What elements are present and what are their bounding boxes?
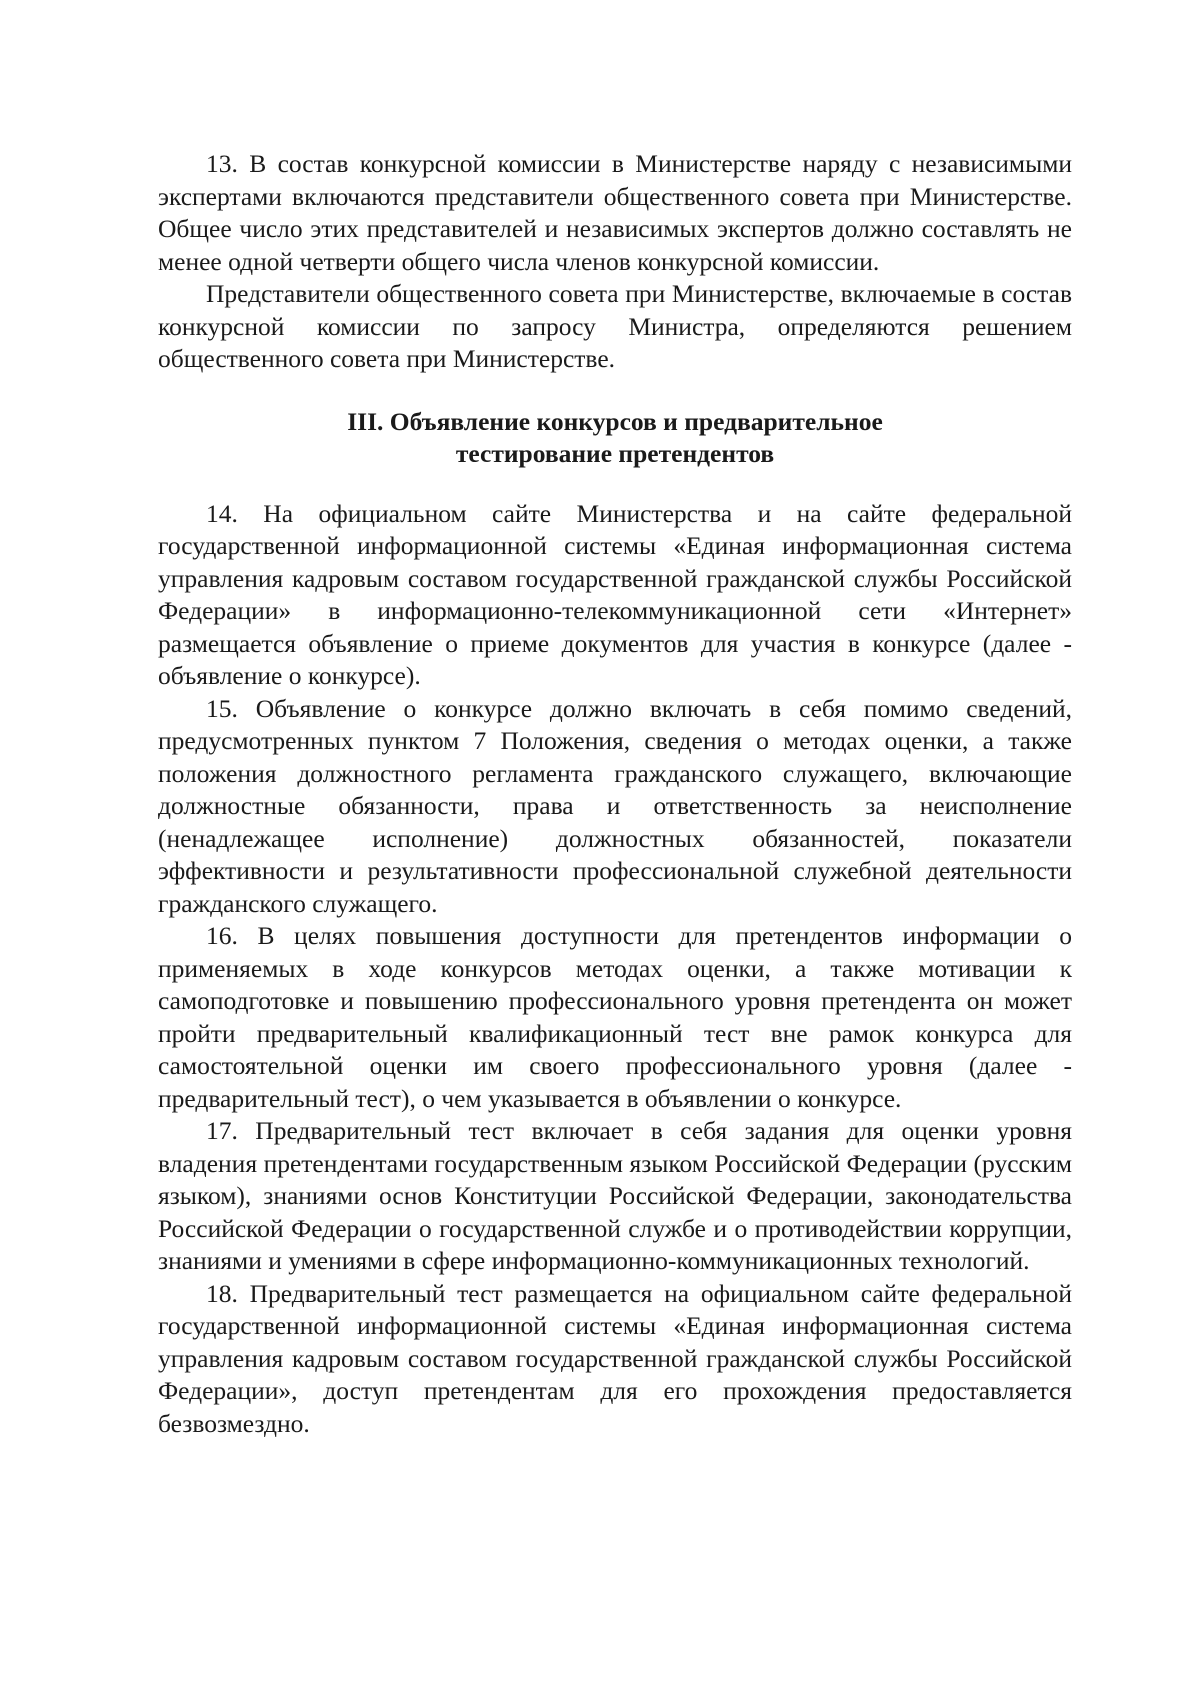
section-heading-line-1: III. Объявление конкурсов и предварительное [347,406,883,436]
paragraph-13: 13. В состав конкурсной комиссии в Министерстве наряду с независимыми экспертами включаются представители общественного совета при Министерстве. Общее число этих представителей и независимых экспертов должно составлять не менее одной четверти общего числа членов конкурсной комиссии. [158,149,1072,276]
paragraph-18: 18. Предварительный тест размещается на официальном сайте федеральной государственной информационной системы «Единая информационная система управления кадровым составом государственной гражданской службы Российской Федерации», доступ претендентам для его прохождения предоставляется безвозмездно. [158,1278,1072,1438]
paragraph-16: 16. В целях повышения доступности для претендентов информации о применяемых в ходе конкурсов методах оценки, а также мотивации к самоподготовке и повышению профессионального уровня претендента он может пройти предварительный квалификационный тест вне рамок конкурса для самостоятельной оценки им своего профессионального уровня (далее - предварительный тест), о чем указывается в объявлении о конкурсе. [158,921,1072,1113]
section-heading [158,406,1072,470]
paragraph-15: 15. Объявление о конкурсе должно включать в себя помимо сведений, предусмотренных пунктом 7 Положения, сведения о методах оценки, а также положения должностного регламента гражданского служащего, включающие должностные обязанности, права и ответственность за неисполнение (ненадлежащее исполнение) должностных обязанностей, показатели эффективности и результативности профессиональной служебной деятельности гражданского служащего. [158,693,1072,918]
section-heading-line-2: тестирование претендентов [455,438,775,468]
paragraph-13-continuation: Представители общественного совета при Министерстве, включаемые в состав конкурсной комиссии по запросу Министра, определяются решением общественного совета при Министерстве. [158,279,1072,373]
paragraph-17: 17. Предварительный тест включает в себя задания для оценки уровня владения претендентами государственным языком Российской Федерации (русским языком), знаниями основ Конституции Российской Федерации, законодательства Российской Федерации о государственной службе и о противодействии коррупции, знаниями и умениями в сфере информационно-коммуникационных технологий. [158,1116,1072,1275]
paragraph-14: 14. На официальном сайте Министерства и на сайте федеральной государственной информационной системы «Единая информационная система управления кадровым составом государственной гражданской службы Российской Федерации» в информационно-телекоммуникационной сети «Интернет» размещается объявление о приеме документов для участия в конкурсе (далее - объявление о конкурсе). [158,498,1072,690]
